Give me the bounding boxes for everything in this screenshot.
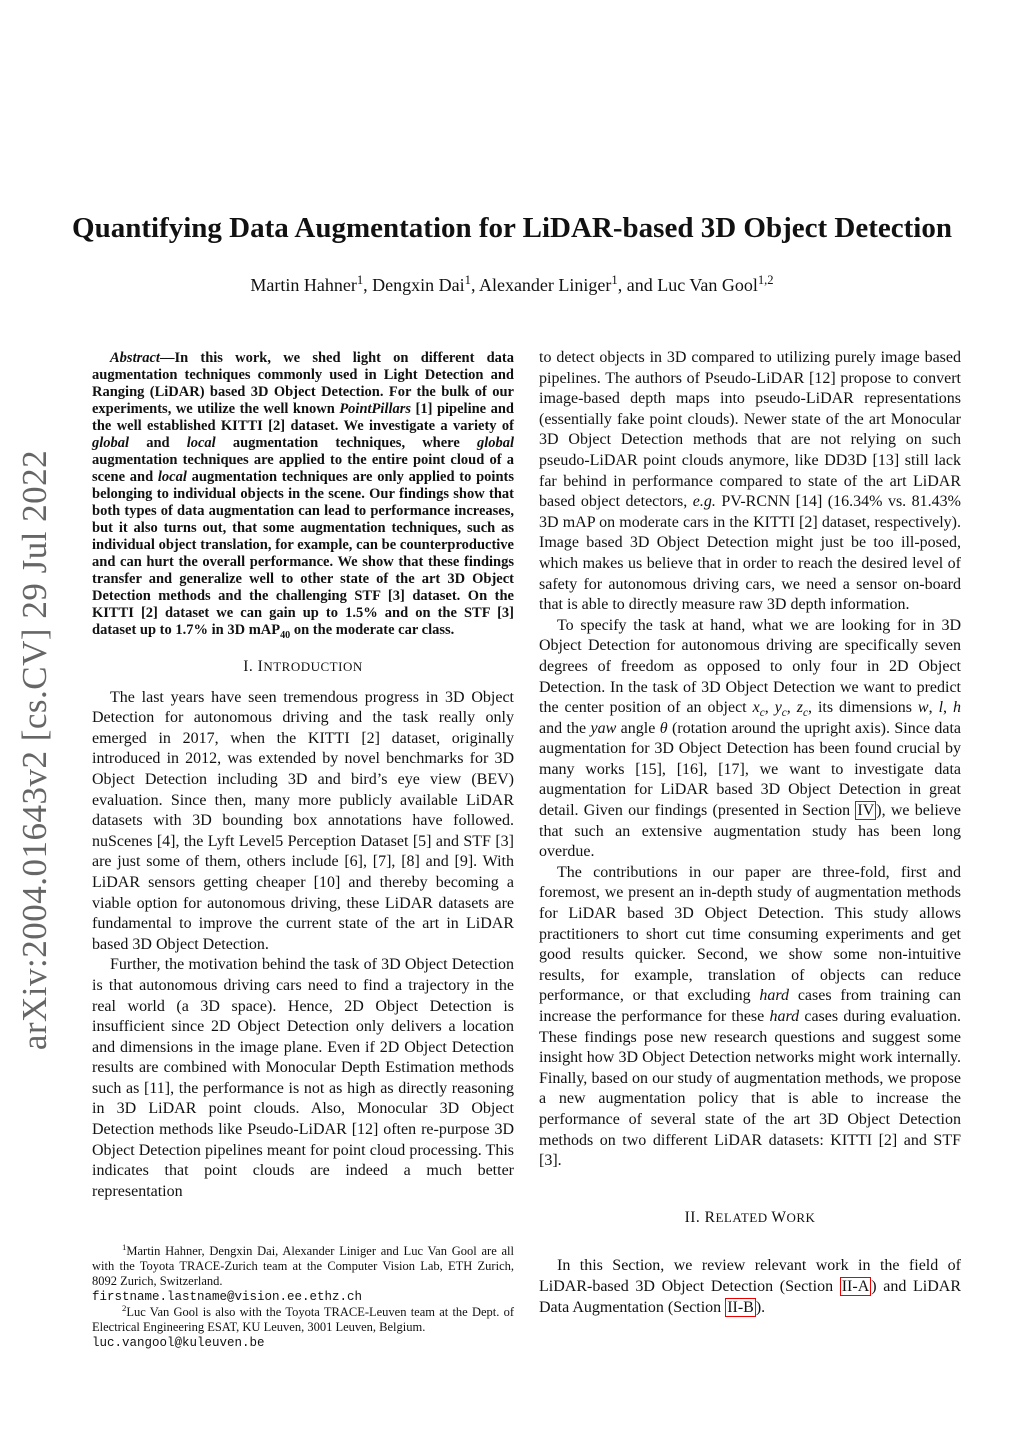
paper-title: Quantifying Data Augmentation for LiDAR-based 3D Object Detection: [72, 212, 952, 244]
author-list: Martin Hahner$^1$, Dengxin Dai$^1$, Alexander Liniger$^1$, and Luc Van Gool$^{1,2}$: [250, 273, 774, 295]
intro-paragraph-1: The last years have seen tremendous progress in 3D Object Detection for autonomous driving and the task really only emerged in 2017, when the KITTI [2] dataset, originally introduced in 2012, was extended by novel benchmarks for 3D Object Detection including 3D and bird’s eye view (BEV) evaluation. Since then, many more publicly available LiDAR datasets with 3D bounding box annotations have followed. nuScenes [4], the Lyft Level5 Perception Dataset [5] and STF [3] are just some of them, others include [6], [7], [8] and [9]. With LiDAR sensors getting cheaper [10] and thereby becoming a viable option for autonomous driving, these LiDAR datasets are fundamental to improve the current state of the art in LiDAR based 3D Object Detection.: [92, 688, 514, 953]
intro-paragraph-2-cont: to detect objects in 3D compared to utilizing purely image based pipelines. The authors of Pseudo-LiDAR [12] propose to convert image-based depth maps into pseudo-LiDAR representations (essentially fake point clouds). Newer state of the art Monocular 3D Object Detection methods that are not relying on such pseudo-LiDAR point clouds anymore, like DD3D [13] still lack far behind in performance compared to state of the art LiDAR based object detectors, e.g. PV-RCNN [14] (16.34% vs. 81.43% 3D mAP on moderate cars in the KITTI [2] dataset, respectively). Image based 3D Object Detection might just be too ill-posed, which makes us believe that in order to reach the desired level of safety for autonomous driving cars, we need a sensor on-board that is able to directly measure raw 3D depth information.: [539, 349, 961, 614]
section-heading-related-work: II. RELATED WORK: [684, 1208, 816, 1226]
footnotes: [92, 1241, 514, 1351]
left-column: [92, 350, 514, 1202]
abstract: Abstract—In this work, we shed light on different data augmentation techniques commonly used in Light Detection and Ranging (LiDAR) based 3D Object Detection. For the bulk of our experiments, we utilize the well known PointPillars [1] pipeline and the well established KITTI [2] dataset. We investigate a variety of global and local augmentation techniques, where global augmentation techniques are applied to the entire point cloud of a scene and local augmentation techniques are only applied to points belonging to individual objects in the scene. Our findings show that both types of data augmentation can lead to performance increases, but it also turns out, that some augmentation techniques, such as individual object translation, for example, can be counterproductive and can hurt the overall performance. We show that these findings transfer and generalize well to other state of the art 3D Object Detection methods and the challenging STF [3] dataset. On the KITTI [2] dataset we can gain up to 1.5% and on the STF [3] dataset up to 1.7% in 3D mAP$_{40}$ on the moderate car class.: [92, 350, 514, 641]
footnote-1: $^1$Martin Hahner, Dengxin Dai, Alexander Liniger and Luc Van Gool are all with the Toyota TRACE-Zurich team at the Computer Vision Lab, ETH Zurich, 8092 Zurich, Switzerland. firstname.lastname@vision.ee.ethz.ch: [92, 1241, 514, 1304]
related-work-paragraph: In this Section, we review relevant work in the field of LiDAR-based 3D Object Detection (Section II-A ) and LiDAR Data Augmentation (Section II-B ).: [539, 1257, 961, 1316]
right-column: [539, 348, 961, 1318]
section-link-iv[interactable]: IV: [857, 802, 875, 820]
arxiv-identifier: arXiv:2004.01643v2 [cs.CV] 29 Jul 2022: [15, 449, 54, 1051]
footnote-2: $^2$Luc Van Gool is also with the Toyota TRACE-Leuven team at the Dept. of Electrical Engineering ESAT, KU Leuven, 3001 Leuven, Belgium. luc.vangool@kuleuven.be: [92, 1302, 514, 1350]
section-link-iia[interactable]: II-A: [841, 1277, 870, 1295]
intro-paragraph-3: To specify the task at hand, what we are looking for in 3D Object Detection for autonomous driving are specifically seven degrees of freedom as opposed to only four in 2D Object Detection. In the task of 3D Object Detection we want to predict the center position of an object $x_c$, $y_c$, $z_c$, its dimensions w, l, h and the yaw angle θ (rotation around the upright axis). Since data augmentation for 3D Object Detection has been found crucial by many works [15], [16], [17], we want to investigate data augmentation for LiDAR based 3D Object Detection in great detail. Given our findings (presented in Section IV ), we believe that such an extensive augmentation study has been long overdue.: [539, 616, 962, 861]
section-link-iib[interactable]: II-B: [727, 1298, 754, 1316]
section-heading-introduction: I. INTRODUCTION: [243, 658, 363, 675]
intro-paragraph-4: The contributions in our paper are three-fold, first and foremost, we present an in-depth study of augmentation methods for LiDAR based 3D Object Detection. This study allows practitioners to short cut time consuming experiments and get good results quicker. Second, we show some non-intuitive results, for example, translation of objects can reduce performance, or that excluding hard cases from training can increase the performance for these hard cases during evaluation. These findings pose new research questions and suggest some insight how 3D Object Detection networks might work internally. Finally, based on our study of augmentation methods, we propose a new augmentation policy that is able to increase the performance of several state of the art 3D Object Detection methods on two different LiDAR datasets: KITTI [2] and STF [3].: [539, 863, 961, 1170]
email-2: luc.vangool@kuleuven.be: [92, 1336, 265, 1350]
email-1: firstname.lastname@vision.ee.ethz.ch: [92, 1290, 363, 1304]
intro-paragraph-2: Further, the motivation behind the task of 3D Object Detection is that autonomous driving cars need to find a trajectory in the real world (a 3D space). Hence, 2D Object Detection is insufficient since 2D Object Detection only delivers a location and dimensions in the image plane. Even if 2D Object Detection results are combined with Monocular Depth Estimation methods such as [11], the performance is not as high as directly reasoning in 3D LiDAR point clouds. Also, Monocular 3D Object Detection methods like Pseudo-LiDAR [12] often re-purpose 3D Object Detection pipelines meant for point cloud processing. This indicates that point clouds are indeed a much better representation: [92, 956, 514, 1200]
